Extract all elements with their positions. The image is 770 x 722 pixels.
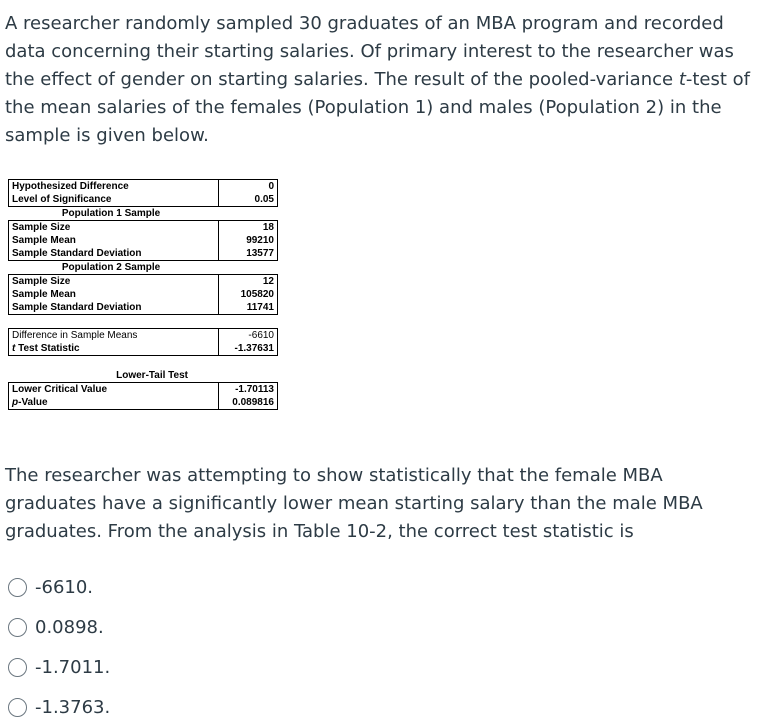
p-value-value: 0.089816 [218,396,277,409]
pop1-sample-mean-value: 99210 [218,234,277,247]
p-symbol: p [12,397,19,408]
answer-option-2[interactable] [8,614,408,640]
radio-button-icon[interactable] [8,698,27,717]
t-symbol: t [12,343,16,354]
question-text-part2: -test of the mean salaries of the females (Population 1) and males (Population 2) in the sample is given below. [5,69,751,146]
question-t-symbol: t [678,69,686,90]
pop1-heading: Population 1 Sample [61,208,161,219]
answer-option-4[interactable] [8,694,408,720]
radio-button-icon[interactable] [8,578,27,597]
pop2-sample-mean-value: 105820 [218,288,277,301]
level-of-significance-label: Level of Significance [12,194,112,205]
answer-option-1[interactable] [8,574,408,600]
p-value-text: -Value [18,397,48,408]
followup-question-text: The researcher was attempting to show statistically that the female MBA graduates have a significantly lower mean starting salary than the male MBA graduates. From the analysis in Table 10-2, the correct test statistic is [5,465,703,542]
pop2-heading: Population 2 Sample [61,262,161,273]
hypothesized-difference-label: Hypothesized Difference [12,181,129,192]
pop2-sample-mean-label: Sample Mean [12,289,76,300]
pop1-heading-row [8,207,278,220]
answer-option-label: -6610. [35,576,94,598]
pop2-sample-size-label: Sample Size [12,276,71,287]
difference-in-means-label: Difference in Sample Means [12,330,138,341]
pop1-sample-mean-label: Sample Mean [12,235,76,246]
lower-tail-heading: Lower-Tail Test [116,370,188,381]
p-value-label [9,396,218,409]
answer-option-label: -1.7011. [35,656,111,678]
table-row [9,247,277,260]
pop1-sample-sd-label: Sample Standard Deviation [12,248,142,259]
table-group-lower-tail [8,382,278,410]
table-spacer [8,315,278,328]
table-spacer [8,356,278,369]
pop2-sample-sd-label: Sample Standard Deviation [12,302,142,313]
table-row [9,234,277,247]
question-text [5,10,750,150]
table-row [9,301,277,314]
table-row [9,275,277,288]
table-row [9,396,277,409]
table-row [9,329,277,342]
pop1-sample-sd-value: 13577 [218,247,277,260]
lower-critical-value-label: Lower Critical Value [12,384,108,395]
answer-option-label: -1.3763. [35,696,111,718]
answer-options [8,574,408,722]
t-test-statistic-text: Test Statistic [15,343,80,354]
lower-tail-heading-row [8,369,278,382]
table-group-results [8,328,278,356]
radio-button-icon[interactable] [8,658,27,677]
pop2-sample-size-value: 12 [218,275,277,288]
hypothesized-difference-value: 0 [218,180,277,193]
table-row [9,342,277,355]
answer-option-label: 0.0898. [35,616,104,638]
t-test-statistic-label [9,342,218,355]
table-group-pop1 [8,220,278,261]
t-test-statistic-value: -1.37631 [218,342,277,355]
pop2-heading-row [8,261,278,274]
answer-option-3[interactable] [8,654,408,680]
table-row [9,180,277,193]
difference-in-means-value: -6610 [218,329,277,342]
pop1-sample-size-label: Sample Size [12,222,71,233]
lower-critical-value-value: -1.70113 [218,383,277,396]
table-row [9,383,277,396]
level-of-significance-value: 0.05 [218,193,277,206]
pop2-sample-sd-value: 11741 [218,301,277,314]
pop1-sample-size-value: 18 [218,221,277,234]
table-row [9,221,277,234]
table-row [9,288,277,301]
question-text-part1: A researcher randomly sampled 30 graduates of an MBA program and recorded data concerning their starting salaries. Of primary interest to the researcher was the effect of gender on starting salaries. The result of the pooled-variance [5,13,734,90]
table-group-hypothesis [8,179,278,207]
statistics-table [8,179,278,410]
radio-button-icon[interactable] [8,618,27,637]
table-group-pop2 [8,274,278,315]
table-row [9,193,277,206]
